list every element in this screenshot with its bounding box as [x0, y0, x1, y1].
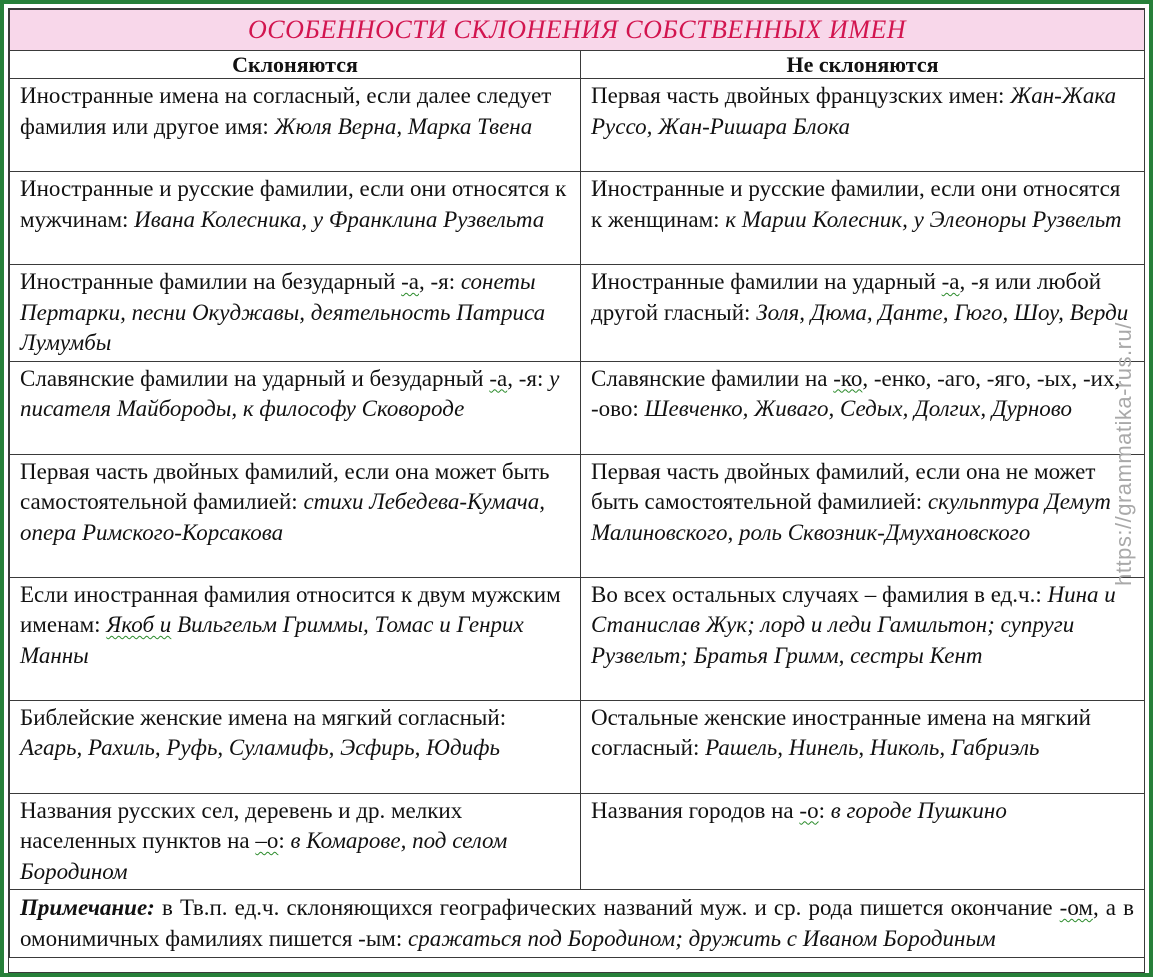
note-row: [10, 890, 1145, 958]
watermark: [1109, 304, 1139, 604]
rule-examples: скульптура Демут Малиновского, роль Сквозник-Дмухановского: [591, 489, 1111, 545]
note-label: Примечание:: [20, 895, 155, 920]
rule-declined: [10, 265, 581, 362]
rule-examples: у писателя Майбороды, к философу Сковороде: [20, 365, 560, 421]
table-container: [8, 8, 1145, 973]
rule-examples: стихи Лебедева-Кумача, опера Римского-Корсакова: [20, 489, 546, 545]
rule-examples: Нина и Станислав Жук; лорд и леди Гамильтон; супруги Рузвельт; Братья Гримм, сестры Кент: [591, 581, 1116, 668]
rule-not-declined: [581, 700, 1145, 793]
rule-examples: в Комарове, под селом Бородином: [20, 828, 508, 884]
rule-not-declined: [581, 265, 1145, 362]
rule-text: Иностранные фамилии на безударный: [20, 269, 402, 294]
rule-not-declined: [581, 577, 1145, 700]
table-row: [10, 793, 1145, 890]
declension-table: [9, 9, 1145, 958]
rule-examples: Шевченко, Живаго, Седых, Долгих, Дурново: [644, 396, 1072, 421]
rule-examples: к Марии Колесник, у Элеоноры Рузвельт: [725, 206, 1122, 232]
title-cell: [10, 10, 1145, 51]
note-examples: сражаться под Бородином; дружить с Иваном Бородиным: [407, 925, 996, 951]
rule-examples: сонеты Пертарки, песни Окуджавы, деятельность Патриса Лумумбы: [20, 269, 546, 355]
rule-text: :: [818, 797, 831, 823]
rule-examples: Жюля Верна, Марка Твена: [274, 113, 533, 139]
rule-text: Иностранные фамилии на ударный: [591, 269, 942, 294]
rule-examples: Вильгельм Гриммы, Томас и Генрих Манны: [20, 612, 524, 668]
rule-declined: [10, 454, 581, 577]
rule-not-declined: [581, 172, 1145, 265]
rule-text: , -я:: [419, 269, 461, 294]
rule-text: Названия городов на: [591, 797, 800, 823]
ending-mark: -ом: [1059, 895, 1093, 920]
rule-text: , -я или любой другой гласный:: [591, 269, 1102, 325]
rule-text: :: [278, 828, 291, 853]
table-row: [10, 79, 1145, 172]
rule-text: , -енко, -аго, -яго, -ых, -их, -ово:: [591, 365, 1121, 421]
watermark-text: https://grammatika-rus.ru/: [1111, 322, 1137, 586]
rule-text: Остальные женские иностранные имена на мягкий согласный:: [591, 704, 1091, 760]
table-row: [10, 454, 1145, 577]
rule-text: Первая часть двойных французских имен:: [591, 83, 1011, 108]
rule-examples: Жан-Жака Руссо, Жан-Ришара Блока: [591, 83, 1117, 139]
rule-text: Иностранные и русские фамилии, если они относятся к женщинам:: [591, 176, 1121, 232]
rule-text: Названия русских сел, деревень и др. мелких населенных пунктов на: [20, 797, 463, 853]
rule-not-declined: [581, 454, 1145, 577]
rule-text: Во всех остальных случаях – фамилия в ед.ч.:: [591, 581, 1048, 607]
ending-mark: -а: [941, 269, 960, 294]
rule-declined: [10, 577, 581, 700]
rule-text: Иностранные и русские фамилии, если они относятся к мужчинам:: [20, 176, 567, 232]
rule-declined: [10, 172, 581, 265]
rule-declined: [10, 700, 581, 793]
ending-mark: -а: [489, 365, 508, 391]
rule-text: Иностранные имена на согласный, если далее следует фамилия или другое имя:: [20, 83, 552, 139]
table-row: [10, 172, 1145, 265]
rule-not-declined: [581, 79, 1145, 172]
column-header-declined: Склоняются: [10, 51, 581, 79]
note-cell: [10, 890, 1145, 958]
rule-text: Первая часть двойных фамилий, если она может быть самостоятельной фамилией:: [20, 458, 550, 514]
table-row: [10, 577, 1145, 700]
header-row: [10, 51, 1145, 79]
table-row: [10, 265, 1145, 362]
rule-examples: Агарь, Рахиль, Руфь, Суламифь, Эсфирь, Юдифь: [20, 735, 500, 760]
rule-not-declined: [581, 361, 1145, 454]
rule-examples: Ивана Колесника, у Франклина Рузвельта: [134, 206, 545, 232]
rule-examples: Рашель, Нинель, Николь, Габриэль: [705, 735, 1040, 760]
rule-text: Славянские фамилии на: [591, 365, 834, 391]
rule-declined: [10, 361, 581, 454]
title-row: [10, 10, 1145, 51]
rule-examples: Золя, Дюма, Данте, Гюго, Шоу, Верди: [756, 299, 1129, 325]
rule-text: Библейские женские имена на мягкий согласный:: [20, 704, 507, 730]
rule-text: Если иностранная фамилия относится к двум мужским именам:: [20, 581, 561, 637]
page-title: ОСОБЕННОСТИ СКЛОНЕНИЯ СОБСТВЕННЫХ ИМЕН: [247, 15, 907, 44]
note-text: , а в омонимичных фамилиях пишется -ым:: [20, 895, 1135, 951]
column-header-not-declined: Не склоняются: [581, 51, 1145, 79]
rule-declined: [10, 79, 581, 172]
ending-mark: -ко: [833, 365, 863, 391]
table-row: [10, 361, 1145, 454]
rule-text: Славянские фамилии на ударный и безударный: [20, 365, 490, 391]
ending-mark: –о: [255, 828, 279, 853]
table-row: [10, 700, 1145, 793]
rule-not-declined: [581, 793, 1145, 890]
note-text: в Тв.п. ед.ч. склоняющихся географических названий муж. и ср. рода пишется окончание: [154, 895, 1060, 920]
rule-declined: [10, 793, 581, 890]
ending-mark: -а: [401, 269, 420, 294]
rule-examples: в городе Пушкино: [830, 797, 1007, 823]
rule-text: Первая часть двойных фамилий, если она не может быть самостоятельной фамилией:: [591, 458, 1096, 514]
ending-mark: Якоб и: [106, 612, 172, 637]
rule-text: , -я:: [507, 365, 550, 391]
ending-mark: -о: [799, 797, 819, 823]
